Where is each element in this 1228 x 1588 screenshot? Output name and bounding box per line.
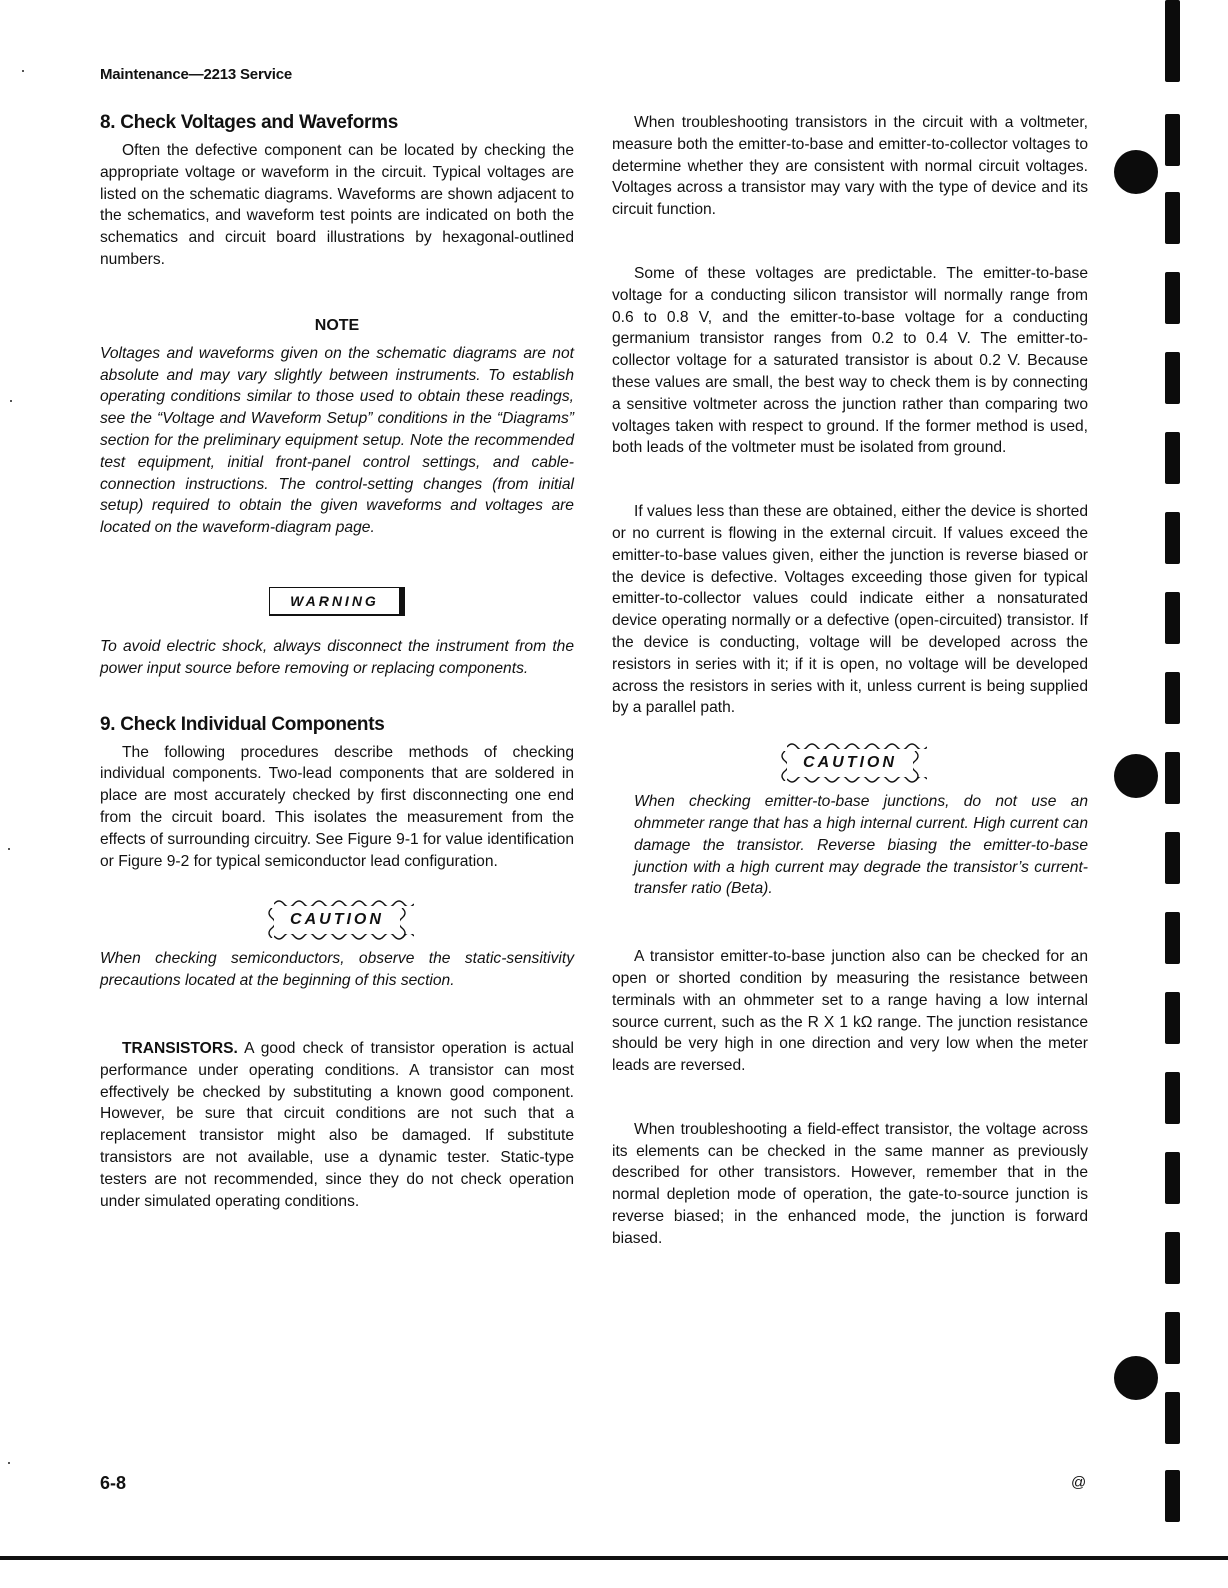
transistors-paragraph bbox=[100, 1038, 574, 1212]
margin-mark bbox=[1165, 1232, 1180, 1284]
page-number: 6-8 bbox=[100, 1473, 127, 1493]
margin-mark bbox=[1165, 1312, 1180, 1364]
margin-mark bbox=[1165, 912, 1180, 964]
binder-hole-mark bbox=[1114, 754, 1158, 798]
margin-mark bbox=[1165, 1470, 1180, 1522]
caution-label-2: CAUTION bbox=[803, 754, 897, 772]
bottom-edge-rule bbox=[0, 1556, 1228, 1560]
copyright-mark: @ bbox=[1071, 1474, 1087, 1491]
note-label: NOTE bbox=[314, 316, 360, 334]
caution-box-wrap-1 bbox=[100, 898, 574, 942]
section-8-title: 8. Check Voltages and Waveforms bbox=[100, 112, 398, 133]
wavy-bracket-left-icon bbox=[779, 751, 787, 781]
margin-mark bbox=[1165, 352, 1180, 404]
section-9-body: The following procedures describe methods of checking individual components. Two-lead components that are soldered in place are most accurately checked by first disconnecting one end from the circuit board. This isolates the measurement from the effects of surrounding circuitry. See Figure 9-1 for value identification or Figure 9-2 for typical semiconductor lead configuration. bbox=[100, 743, 574, 870]
section-9-title: 9. Check Individual Components bbox=[100, 713, 385, 735]
margin-mark bbox=[1165, 512, 1180, 564]
left-column bbox=[100, 112, 574, 1212]
right-paragraph-4: A transistor emitter-to-base junction also can be checked for an open or shorted condition by measuring the resistance between terminals with an ohmmeter set to a range having a low internal source current, such as the R X 1 kΩ range. The junction resistance should be very high in one direction and very low when the meter leads are reversed. bbox=[612, 948, 1088, 1075]
margin-mark bbox=[1165, 592, 1180, 644]
margin-mark bbox=[1165, 432, 1180, 484]
wavy-border-icon bbox=[274, 934, 414, 942]
right-paragraph-1: When troubleshooting transistors in the circuit with a voltmeter, measure both the emitter-to-base and emitter-to-collector voltages to determine whether they are consistent with normal circuit voltages. Voltages across a transistor may vary with the type of device and its circuit function. bbox=[612, 114, 1088, 219]
binder-hole-mark bbox=[1114, 1356, 1158, 1400]
margin-mark bbox=[1165, 272, 1180, 324]
margin-mark bbox=[1165, 114, 1180, 166]
right-paragraph-2: Some of these voltages are predictable. The emitter-to-base voltage for a conducting silicon transistor will normally range from 0.6 to 0.8 V, and the emitter-to-base voltage for a conducting germanium transistor ranges from 0.2 to 0.4 V. The emitter-to-collector voltage for a saturated transistor is about 0.2 V. Because these values are small, the best way to check them is by connecting a sensitive voltmeter across the junction rather than comparing two voltages taken with respect to ground. If the former method is used, both leads of the voltmeter must be isolated from ground. bbox=[612, 264, 1088, 457]
wavy-border-icon bbox=[787, 777, 927, 785]
warning-body: To avoid electric shock, always disconnect the instrument from the power input source before removing or replacing components. bbox=[100, 637, 574, 677]
scan-speck bbox=[22, 70, 24, 72]
wavy-bracket-left-icon bbox=[266, 908, 274, 938]
margin-mark bbox=[1165, 992, 1180, 1044]
caution-box-wrap-2 bbox=[612, 741, 1088, 785]
binder-hole-mark bbox=[1114, 150, 1158, 194]
scan-speck bbox=[8, 848, 10, 850]
right-paragraph-5: When troubleshooting a field-effect transistor, the voltage across its elements can be checked in the same manner as previously described for other transistors. However, remember that in the normal depletion mode of operation, the gate-to-source junction is reverse biased; in the enhanced mode, the junction is forward biased. bbox=[612, 1120, 1088, 1247]
section-8-body: Often the defective component can be located by checking the appropriate voltage or waveform in the circuit. Typical voltages are listed on the schematic diagrams. Waveforms are shown adjacent to the schematics, and waveform test points are indicated on both the schematics and circuit board illustrations by hexagonal-outlined numbers. bbox=[100, 142, 574, 268]
margin-mark bbox=[1165, 1392, 1180, 1444]
running-header: Maintenance—2213 Service bbox=[100, 66, 292, 83]
warning-label: WARNING bbox=[269, 587, 405, 616]
margin-mark bbox=[1165, 1072, 1180, 1124]
margin-mark bbox=[1165, 0, 1180, 82]
margin-mark bbox=[1165, 832, 1180, 884]
transistors-body: A good check of transistor operation is actual performance under operating conditions. A transistor can most effectively be checked by substituting a known good component. However, be sure that circuit conditions are not such that a replacement transistor might also be damaged. If substitute transistors are not available, use a dynamic tester. Static-type testers are not recommended, since they do not check operation under simulated operating conditions. bbox=[100, 1039, 574, 1210]
right-column bbox=[612, 112, 1088, 1250]
scan-speck bbox=[10, 400, 12, 402]
caution-label-1: CAUTION bbox=[290, 911, 384, 929]
caution-box-2 bbox=[779, 741, 921, 785]
margin-mark bbox=[1165, 192, 1180, 244]
caution-box-1 bbox=[266, 898, 408, 942]
caution-body-2: When checking emitter-to-base junctions, do not use an ohmmeter range that has a high internal current. High current can damage the transistor. Reverse biasing the emitter-to-base junction with a high current may degrade the transistor’s current-transfer ratio (Beta). bbox=[634, 793, 1088, 898]
warning-box-wrap bbox=[100, 587, 574, 616]
margin-mark bbox=[1165, 1152, 1180, 1204]
wavy-border-icon bbox=[274, 898, 414, 906]
right-paragraph-3: If values less than these are obtained, either the device is shorted or no current is flowing in the external circuit. If values exceed the emitter-to-base values given, either the junction is reverse biased or the device is defective. Voltages exceeding those given for typical emitter-to-collector values could indicate either a nonsaturated device operating normally or a defective (open-circuited) transistor. If the device is conducting, voltage will be developed across the resistors in series with it; if it is open, no voltage will be developed across the resistors in series with it, unless current is being supplied by a parallel path. bbox=[612, 503, 1088, 717]
caution-body-1: When checking semiconductors, observe the static-sensitivity precautions located at the beginning of this section. bbox=[100, 950, 574, 990]
scan-speck bbox=[8, 1462, 10, 1464]
margin-mark bbox=[1165, 752, 1180, 804]
margin-mark bbox=[1165, 672, 1180, 724]
transistors-lead: TRANSISTORS. bbox=[122, 1039, 238, 1057]
note-body: Voltages and waveforms given on the schematic diagrams are not absolute and may vary slightly between instruments. To establish operating conditions similar to those used to obtain these readings, see the “Voltage and Waveform Setup” conditions in the “Diagrams” section for the preliminary equipment setup. Note the recommended test equipment, initial front-panel control settings, and cable-connection instructions. The control-setting changes (from initial setup) required to obtain the given waveforms and voltages are located on the waveform-diagram page. bbox=[100, 344, 574, 537]
wavy-border-icon bbox=[787, 741, 927, 749]
